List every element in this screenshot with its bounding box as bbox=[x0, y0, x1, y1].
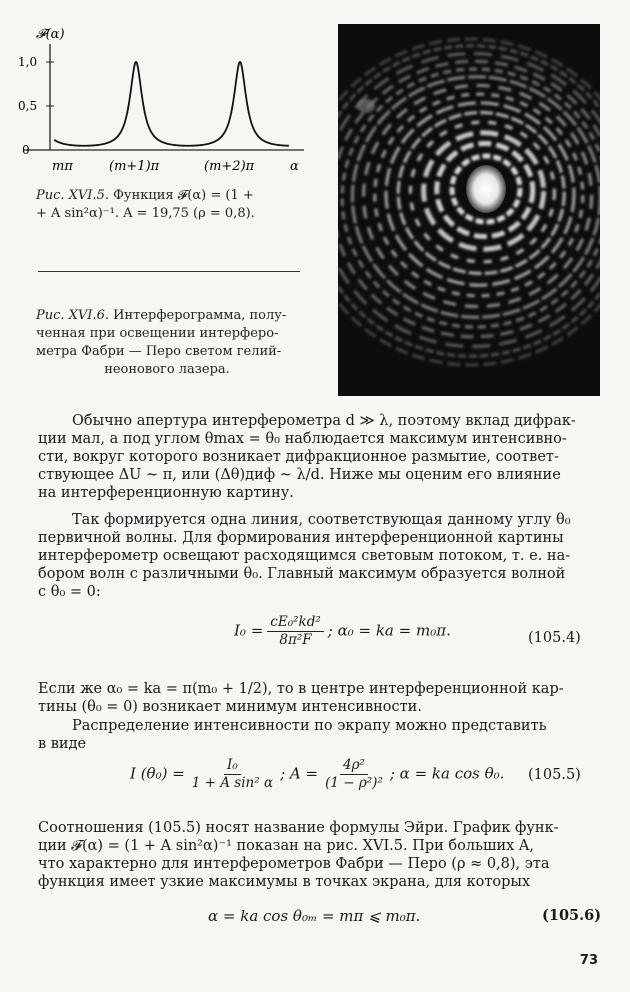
separator-rule bbox=[38, 271, 300, 272]
paragraph-2-line4: бором волн с различными θ₀. Главный максимум образуется волной bbox=[38, 566, 566, 582]
equation-105-6-number: (105.6) bbox=[542, 907, 602, 924]
figure-6-caption-line3: метра Фабри — Перо светом гелий- bbox=[36, 344, 282, 359]
eq4-numerator: cE₀²kd² bbox=[267, 614, 323, 632]
x-tick-label-m: mπ bbox=[52, 159, 73, 174]
y-tick-label-1: 1,0 bbox=[18, 55, 38, 69]
x-tick-label-m1: (m+1)π bbox=[109, 159, 160, 174]
x-tick-label-m2: (m+2)π bbox=[204, 159, 255, 174]
figure-5-caption bbox=[36, 187, 306, 223]
airy-curve bbox=[54, 62, 289, 146]
eq4-rest: ; α₀ = ka = m₀π. bbox=[327, 621, 451, 640]
paragraph-5 bbox=[38, 819, 600, 891]
eq5-denominator-1: 1 + A sin² α bbox=[191, 775, 274, 791]
y-axis-label: 𝓕(α) bbox=[36, 27, 65, 42]
paragraph-2-line3: интерферометр освещают расходящимся световым потоком, т. е. на- bbox=[38, 548, 571, 564]
paragraph-4 bbox=[38, 717, 600, 753]
equation-105-4-number: (105.4) bbox=[528, 630, 581, 646]
y-tick-label-05: 0,5 bbox=[18, 99, 38, 113]
paragraph-2 bbox=[38, 511, 600, 601]
eq5-numerator-1: I₀ bbox=[224, 757, 241, 775]
paragraph-5-line1: Соотношения (105.5) носят название формулы Эйри. График функ- bbox=[38, 820, 559, 836]
paragraph-1-line3: сти, вокруг которого возникает дифракционное размытие, соответ- bbox=[38, 449, 559, 465]
paragraph-1-line4: ствующее ΔU ~ π, или (Δθ)диф ~ λ/d. Ниже мы оценим его влияние bbox=[38, 467, 561, 483]
paragraph-3-line2: тины (θ₀ = 0) возникает минимум интенсивности. bbox=[38, 699, 422, 715]
figure-5-caption-line1: Функция 𝓕(α) = (1 + bbox=[113, 188, 254, 203]
eq4-lhs: I₀ = bbox=[234, 621, 264, 640]
eq5-fraction-2 bbox=[322, 757, 386, 792]
paragraph-2-line5: с θ₀ = 0: bbox=[38, 584, 101, 600]
paragraph-2-line1: Так формируется одна линия, соответствующая данному углу θ₀ bbox=[72, 512, 571, 528]
paragraph-1 bbox=[38, 412, 600, 502]
equation-105-5-number: (105.5) bbox=[528, 767, 581, 783]
eq5-numerator-2: 4ρ² bbox=[340, 757, 368, 775]
x-axis-label: α bbox=[290, 159, 299, 174]
page-number: 73 bbox=[579, 953, 598, 968]
equation-105-6: α = ka cos θ₀ₘ = mπ ⩽ m₀π. bbox=[208, 907, 421, 925]
paragraph-4-line2: в виде bbox=[38, 736, 87, 752]
eq5-lhs: I (θ₀) = bbox=[130, 764, 185, 783]
figure-6-caption-label: Рис. XVI.6. bbox=[36, 308, 109, 323]
interferogram-photo bbox=[338, 24, 600, 396]
equation-105-4 bbox=[234, 614, 451, 649]
eq4-fraction bbox=[267, 614, 323, 649]
paragraph-1-line5: на интерференционную картину. bbox=[38, 485, 294, 501]
figure-6-caption-line2: ченная при освещении интерферо- bbox=[36, 326, 279, 341]
paragraph-1-line1: Обычно апертура интерферометра d ≫ λ, поэтому вклад дифрак- bbox=[72, 413, 576, 429]
eq5-rest: ; α = ka cos θ₀. bbox=[389, 764, 505, 783]
figure-6-caption bbox=[36, 307, 298, 379]
paragraph-4-line1: Распределение интенсивности по экрапу можно представить bbox=[72, 718, 547, 734]
paragraph-2-line2: первичной волны. Для формирования интерференционной картины bbox=[38, 530, 564, 546]
paragraph-3 bbox=[38, 680, 600, 716]
paragraph-3-line1: Если же α₀ = ka = π(m₀ + 1/2), то в центре интерференционной кар- bbox=[38, 681, 564, 697]
eq4-denominator: 8π²F bbox=[279, 632, 312, 648]
eq5-fraction-1 bbox=[189, 757, 276, 792]
paragraph-5-line3: что характерно для интерферометров Фабри — Перо (ρ ≈ 0,8), эта bbox=[38, 856, 550, 872]
airy-function-chart bbox=[14, 20, 314, 180]
y-tick-label-0: 0 bbox=[22, 143, 30, 157]
eq5-mid: ; A = bbox=[280, 764, 319, 783]
figure-5-caption-label: Рис. XVI.5. bbox=[36, 188, 109, 203]
figure-6-caption-line1: Интерферограмма, полу- bbox=[113, 308, 287, 323]
paragraph-5-line2: ции 𝓕(α) = (1 + A sin²α)⁻¹ показан на рис. XVI.5. При больших A, bbox=[38, 838, 535, 854]
eq5-denominator-2: (1 − ρ²)² bbox=[325, 775, 383, 791]
equation-105-5 bbox=[130, 757, 504, 792]
paragraph-5-line4: функция имеет узкие максимумы в точках экрана, для которых bbox=[38, 874, 531, 890]
figure-5-caption-line2: + A sin²α)⁻¹. A = 19,75 (ρ = 0,8). bbox=[36, 206, 255, 221]
paragraph-1-line2: ции мал, а под углом θmax = θ₀ наблюдается максимум интенсивно- bbox=[38, 431, 567, 447]
figure-6-caption-line4: неонового лазера. bbox=[104, 362, 230, 377]
